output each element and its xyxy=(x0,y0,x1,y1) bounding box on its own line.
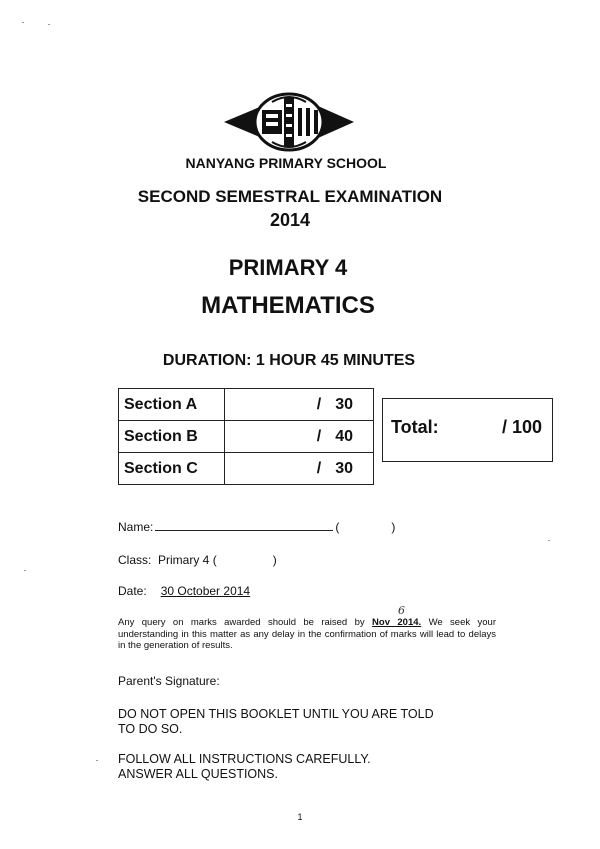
level-title: PRIMARY 4 xyxy=(228,255,348,280)
school-logo-icon xyxy=(222,92,356,152)
duration-text: DURATION: 1 HOUR 45 MINUTES xyxy=(162,352,416,369)
section-max-marks: 30 xyxy=(335,459,353,477)
section-slash: / xyxy=(316,459,322,477)
subject-title: MATHEMATICS xyxy=(201,292,375,319)
query-text-start: Any query on marks awarded should be raised by xyxy=(118,617,373,628)
class-label: Class: xyxy=(118,553,152,567)
do-not-open-notice xyxy=(118,707,434,737)
scan-speck xyxy=(48,24,50,25)
notice-line: DO NOT OPEN THIS BOOKLET UNTIL YOU ARE TOLD xyxy=(118,707,434,721)
school-name: NANYANG PRIMARY SCHOOL xyxy=(185,155,387,171)
table-row xyxy=(119,453,374,485)
name-label: Name: xyxy=(118,520,154,534)
total-box xyxy=(382,398,553,462)
query-text-end: We seek your understanding in this matter as any delay in the confirmation of marks will lead to delays in the generation of results. xyxy=(118,617,496,651)
section-slash: / xyxy=(316,427,322,445)
section-slash: / xyxy=(316,395,322,413)
name-field[interactable] xyxy=(155,519,333,531)
section-marks xyxy=(225,453,374,485)
index-paren-open: ( xyxy=(335,520,340,534)
parent-signature-label: Parent's Signature: xyxy=(118,674,220,688)
section-max-marks: 30 xyxy=(335,395,353,413)
name-row xyxy=(118,519,395,534)
notice-line: FOLLOW ALL INSTRUCTIONS CAREFULLY. xyxy=(118,752,371,766)
class-value: Primary 4 ( xyxy=(158,553,217,567)
total-label: Total: xyxy=(391,417,439,437)
notice-line: ANSWER ALL QUESTIONS. xyxy=(118,767,278,781)
total-value: / 100 xyxy=(501,417,542,437)
exam-year: 2014 xyxy=(269,210,311,230)
date-row xyxy=(118,584,250,598)
section-name: Section B xyxy=(119,421,225,453)
instructions-notice xyxy=(118,752,371,782)
marks-query-notice xyxy=(118,617,496,652)
date-value: 30 October 2014 xyxy=(160,584,251,598)
scan-speck xyxy=(24,570,26,571)
exam-title: SECOND SEMESTRAL EXAMINATION xyxy=(137,187,443,206)
scan-speck xyxy=(96,760,98,761)
class-row xyxy=(118,553,277,567)
section-marks-table xyxy=(118,388,374,485)
section-marks xyxy=(225,389,374,421)
page-number: 1 xyxy=(297,812,303,822)
table-row xyxy=(119,421,374,453)
class-paren-close: ) xyxy=(272,553,277,567)
section-marks xyxy=(225,421,374,453)
notice-line: TO DO SO. xyxy=(118,722,183,736)
scan-speck xyxy=(22,22,24,23)
handwritten-day: 6 xyxy=(398,604,405,617)
section-max-marks: 40 xyxy=(335,427,353,445)
date-label: Date: xyxy=(118,584,147,598)
scan-speck xyxy=(548,540,550,541)
section-name: Section A xyxy=(119,389,225,421)
index-paren-close: ) xyxy=(391,520,396,534)
table-row xyxy=(119,389,374,421)
section-name: Section C xyxy=(119,453,225,485)
query-deadline: Nov 2014. xyxy=(372,617,422,628)
